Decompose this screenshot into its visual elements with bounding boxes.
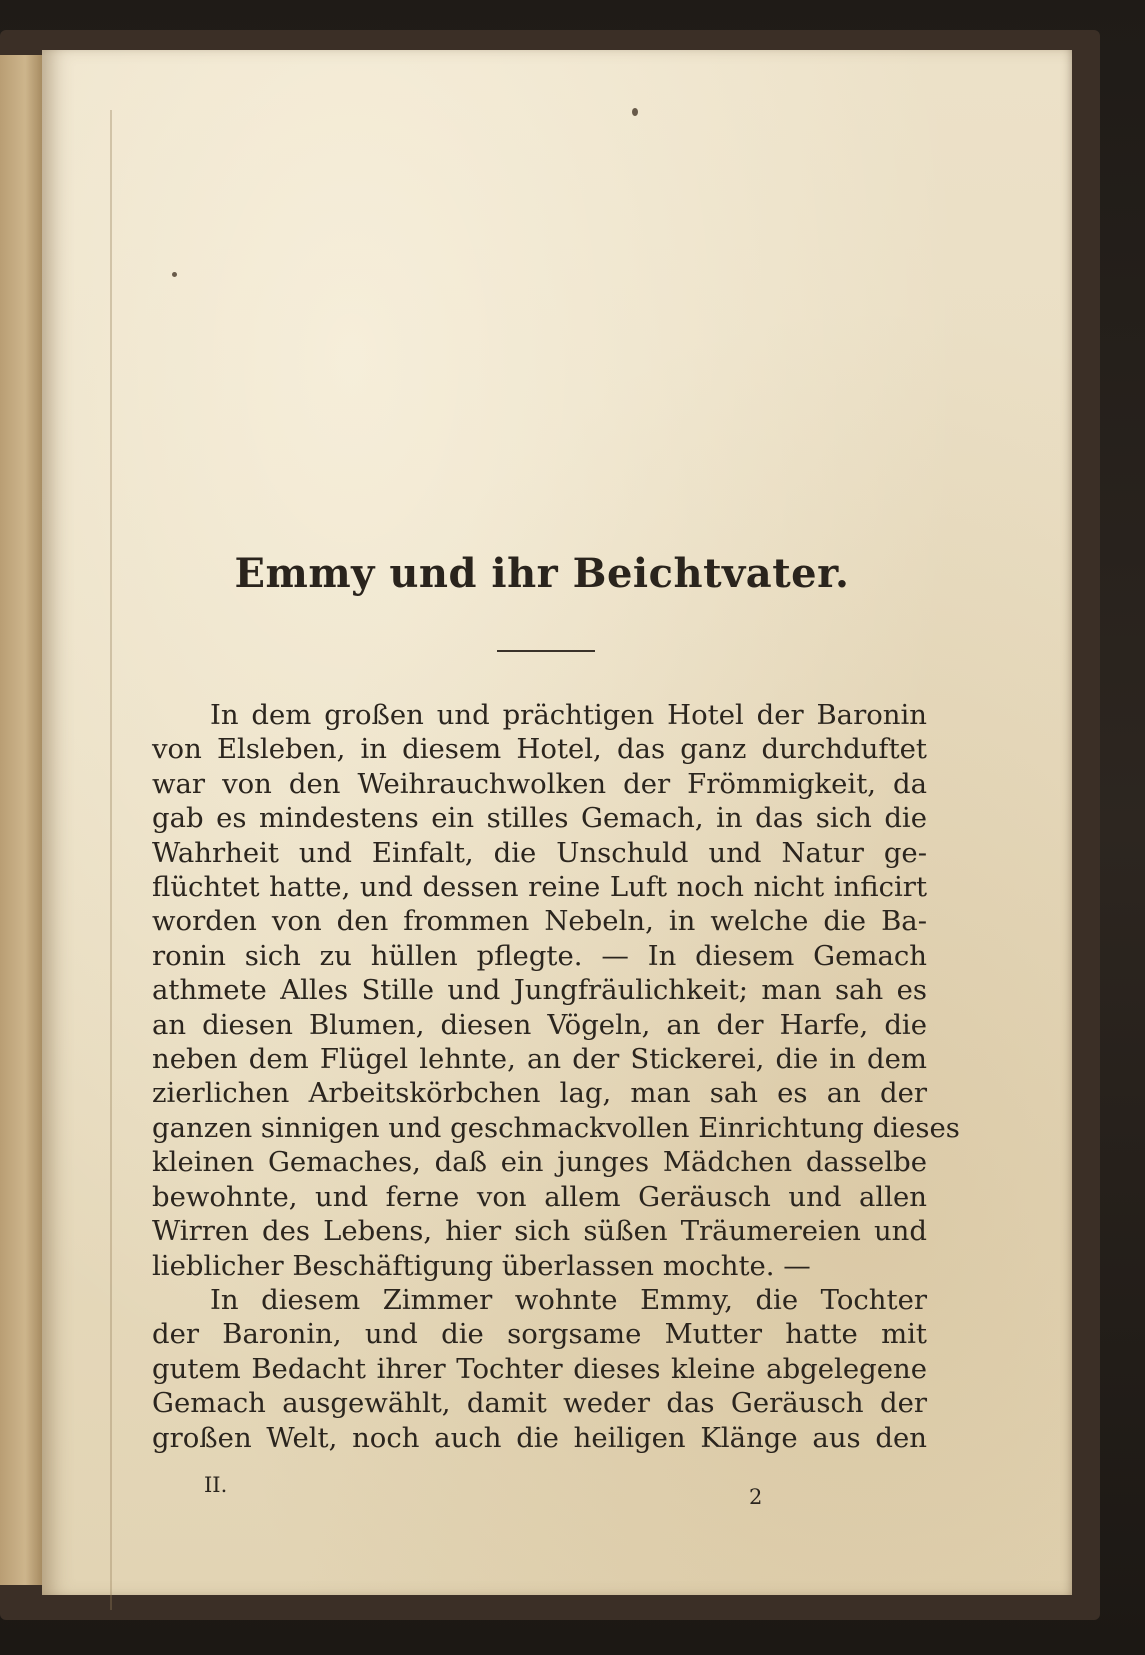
ink-speck — [172, 272, 177, 277]
text-line: der Baronin, und die sorgsame Mutter hatte mit — [152, 1318, 927, 1351]
ink-speck — [632, 108, 638, 116]
text-line: worden von den frommen Nebeln, in welche die Ba- — [152, 905, 927, 938]
text-line: von Elsleben, in diesem Hotel, das ganz durchduftet — [152, 733, 927, 766]
text-line: kleinen Gemaches, daß ein junges Mädchen dasselbe — [152, 1146, 927, 1179]
text-line: ganzen sinnigen und geschmackvollen Einrichtung dieses — [152, 1111, 960, 1144]
text-line: gutem Bedacht ihrer Tochter dieses kleine abgelegene — [152, 1352, 927, 1385]
signature-mark: II. — [204, 1473, 228, 1497]
chapter-title: Emmy und ihr Beichtvater. — [234, 550, 850, 597]
text-line: In diesem Zimmer wohnte Emmy, die Tochter — [210, 1283, 927, 1316]
paragraph-2 — [152, 1283, 927, 1455]
text-line: ronin sich zu hüllen pflegte. — In diesem Gemach — [152, 939, 927, 972]
text-line: an diesen Blumen, diesen Vögeln, an der Harfe, die — [152, 1008, 927, 1041]
gutter-line — [110, 110, 112, 1610]
text-line: gab es mindestens ein stilles Gemach, in das sich die — [152, 802, 927, 835]
book-page — [42, 50, 1072, 1595]
title-rule — [497, 650, 595, 652]
text-line: neben dem Flügel lehnte, an der Stickerei, die in dem — [152, 1043, 927, 1076]
text-line: bewohnte, und ferne von allem Geräusch und allen — [152, 1180, 927, 1213]
page-number: 2 — [749, 1485, 763, 1509]
text-line: war von den Weihrauchwolken der Frömmigkeit, da — [152, 767, 927, 800]
left-page-edge — [0, 55, 42, 1585]
text-line: Gemach ausgewählt, damit weder das Geräusch der — [152, 1387, 927, 1420]
text-line: großen Welt, noch auch die heiligen Klänge aus den — [152, 1421, 927, 1454]
text-line: Wahrheit und Einfalt, die Unschuld und Natur ge- — [152, 836, 927, 869]
text-line: In dem großen und prächtigen Hotel der Baronin — [210, 699, 927, 731]
paragraph-1 — [152, 698, 960, 1283]
text-line: flüchtet hatte, und dessen reine Luft noch nicht inficirt — [152, 871, 927, 904]
text-line: Wirren des Lebens, hier sich süßen Träumereien und — [152, 1215, 927, 1248]
text-line: lieblicher Beschäftigung überlassen mochte. — — [152, 1249, 811, 1282]
text-line: athmete Alles Stille und Jungfräulichkeit; man sah es — [152, 974, 927, 1007]
text-line: zierlichen Arbeitskörbchen lag, man sah es an der — [152, 1077, 927, 1110]
body-text — [152, 698, 960, 1455]
